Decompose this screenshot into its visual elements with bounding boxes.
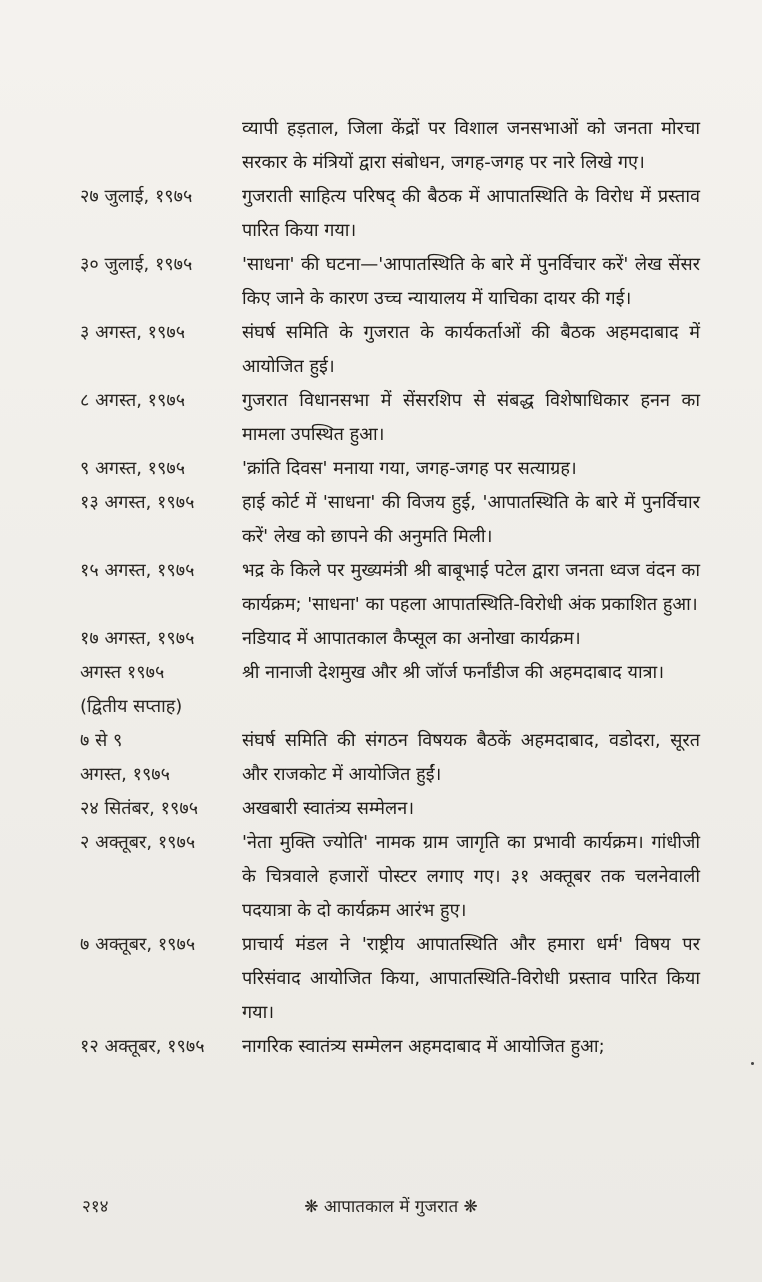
entry-text: व्यापी हड़ताल, जिला केंद्रों पर विशाल जनसभाओं को जनता मोरचा सरकार के मंत्रियों द्वारा संबोधन, जगह-जगह पर नारे लिखे गए। [242,118,700,173]
chronology-list [80,112,700,1064]
entry-text: संघर्ष समिति की संगठन विषयक बैठकें अहमदाबाद, वडोदरा, सूरत और राजकोट में आयोजित हुईं। [242,730,700,785]
entry-date: ८ अगस्त, १९७५ [80,390,186,411]
entry-text: नागरिक स्वातंत्र्य सम्मेलन अहमदाबाद में आयोजित हुआ; [242,1036,605,1057]
entry-date-line-1: ७ से ९ [80,730,123,751]
page-number: २१४ [82,1197,109,1217]
entry-12-october-1975 [80,1030,700,1064]
entry-9-august-1975 [80,452,700,486]
entry-27-july-1975 [80,180,700,248]
entry-date [80,724,242,792]
entry-continuation [80,112,700,180]
running-title: ❋ आपातकाल में गुजरात ❋ [304,1197,478,1217]
entry-text: संघर्ष समिति के गुजरात के कार्यकर्ताओं की बैठक अहमदाबाद में आयोजित हुई। [242,322,700,377]
entry-date: २ अक्तूबर, १९७५ [80,832,196,853]
entry-text: अखबारी स्वातंत्र्य सम्मेलन। [242,798,415,819]
entry-date: १७ अगस्त, १९७५ [80,628,195,649]
entry-date: १५ अगस्त, १९७५ [80,560,195,581]
page-footer [82,1194,700,1218]
entry-24-september-1975 [80,792,700,826]
entry-3-august-1975 [80,316,700,384]
entry-date: १२ अक्तूबर, १९७५ [80,1036,205,1057]
entry-date-line-1: अगस्त १९७५ [80,662,165,683]
entry-text: 'क्रांति दिवस' मनाया गया, जगह-जगह पर सत्याग्रह। [242,458,577,479]
entry-text: 'साधना' की घटना—'आपातस्थिति के बारे में पुनर्विचार करें' लेख सेंसर किए जाने के कारण उच्च न्यायालय में याचिका दायर की गई। [242,254,700,309]
entry-15-august-1975 [80,554,700,622]
entry-text: श्री नानाजी देशमुख और श्री जॉर्ज फर्नांडीज की अहमदाबाद यात्रा। [242,662,665,683]
entry-date: २७ जुलाई, १९७५ [80,186,193,207]
entry-7-to-9-august-1975 [80,724,700,792]
entry-8-august-1975 [80,384,700,452]
entry-date: ९ अगस्त, १९७५ [80,458,186,479]
entry-date: ७ अक्तूबर, १९७५ [80,934,196,955]
entry-date: ३० जुलाई, १९७५ [80,254,193,275]
entry-text: गुजराती साहित्य परिषद् की बैठक में आपातस्थिति के विरोध में प्रस्ताव पारित किया गया। [242,186,700,241]
entry-2-october-1975 [80,826,700,928]
entry-date: ३ अगस्त, १९७५ [80,322,186,343]
entry-text: गुजरात विधानसभा में सेंसरशिप से संबद्ध विशेषाधिकार हनन का मामला उपस्थित हुआ। [242,390,700,445]
entry-date: १३ अगस्त, १९७५ [80,492,195,513]
entry-7-october-1975 [80,928,700,1030]
entry-date: २४ सितंबर, १९७५ [80,798,199,819]
entry-august-1975-second-week [80,656,700,724]
entry-text: भद्र के किले पर मुख्यमंत्री श्री बाबूभाई पटेल द्वारा जनता ध्वज वंदन का कार्यक्रम; 'साधना' का पहला आपातस्थिति-विरोधी अंक प्रकाशित हुआ। [242,560,700,615]
entry-30-july-1975 [80,248,700,316]
entry-text: प्राचार्य मंडल ने 'राष्ट्रीय आपातस्थिति और हमारा धर्म' विषय पर परिसंवाद आयोजित किया, आपातस्थिति-विरोधी प्रस्ताव पारित किया गया। [242,934,700,1023]
entry-date-line-2: अगस्त, १९७५ [80,764,171,785]
entry-13-august-1975 [80,486,700,554]
entry-text: हाई कोर्ट में 'साधना' की विजय हुई, 'आपातस्थिति के बारे में पुनर्विचार करें' लेख को छापने की अनुमति मिली। [242,492,700,547]
entry-date [80,656,242,724]
entry-text: नडियाद में आपातकाल कैप्सूल का अनोखा कार्यक्रम। [242,628,581,649]
entry-date-line-2: (द्वितीय सप्ताह) [80,696,183,717]
scan-speck [751,1062,754,1065]
entry-17-august-1975 [80,622,700,656]
entry-text: 'नेता मुक्ति ज्योति' नामक ग्राम जागृति का प्रभावी कार्यक्रम। गांधीजी के चित्रवाले हजारों पोस्टर लगाए गए। ३१ अक्तूबर तक चलनेवाली पदयात्रा के दो कार्यक्रम आरंभ हुए। [242,832,700,921]
